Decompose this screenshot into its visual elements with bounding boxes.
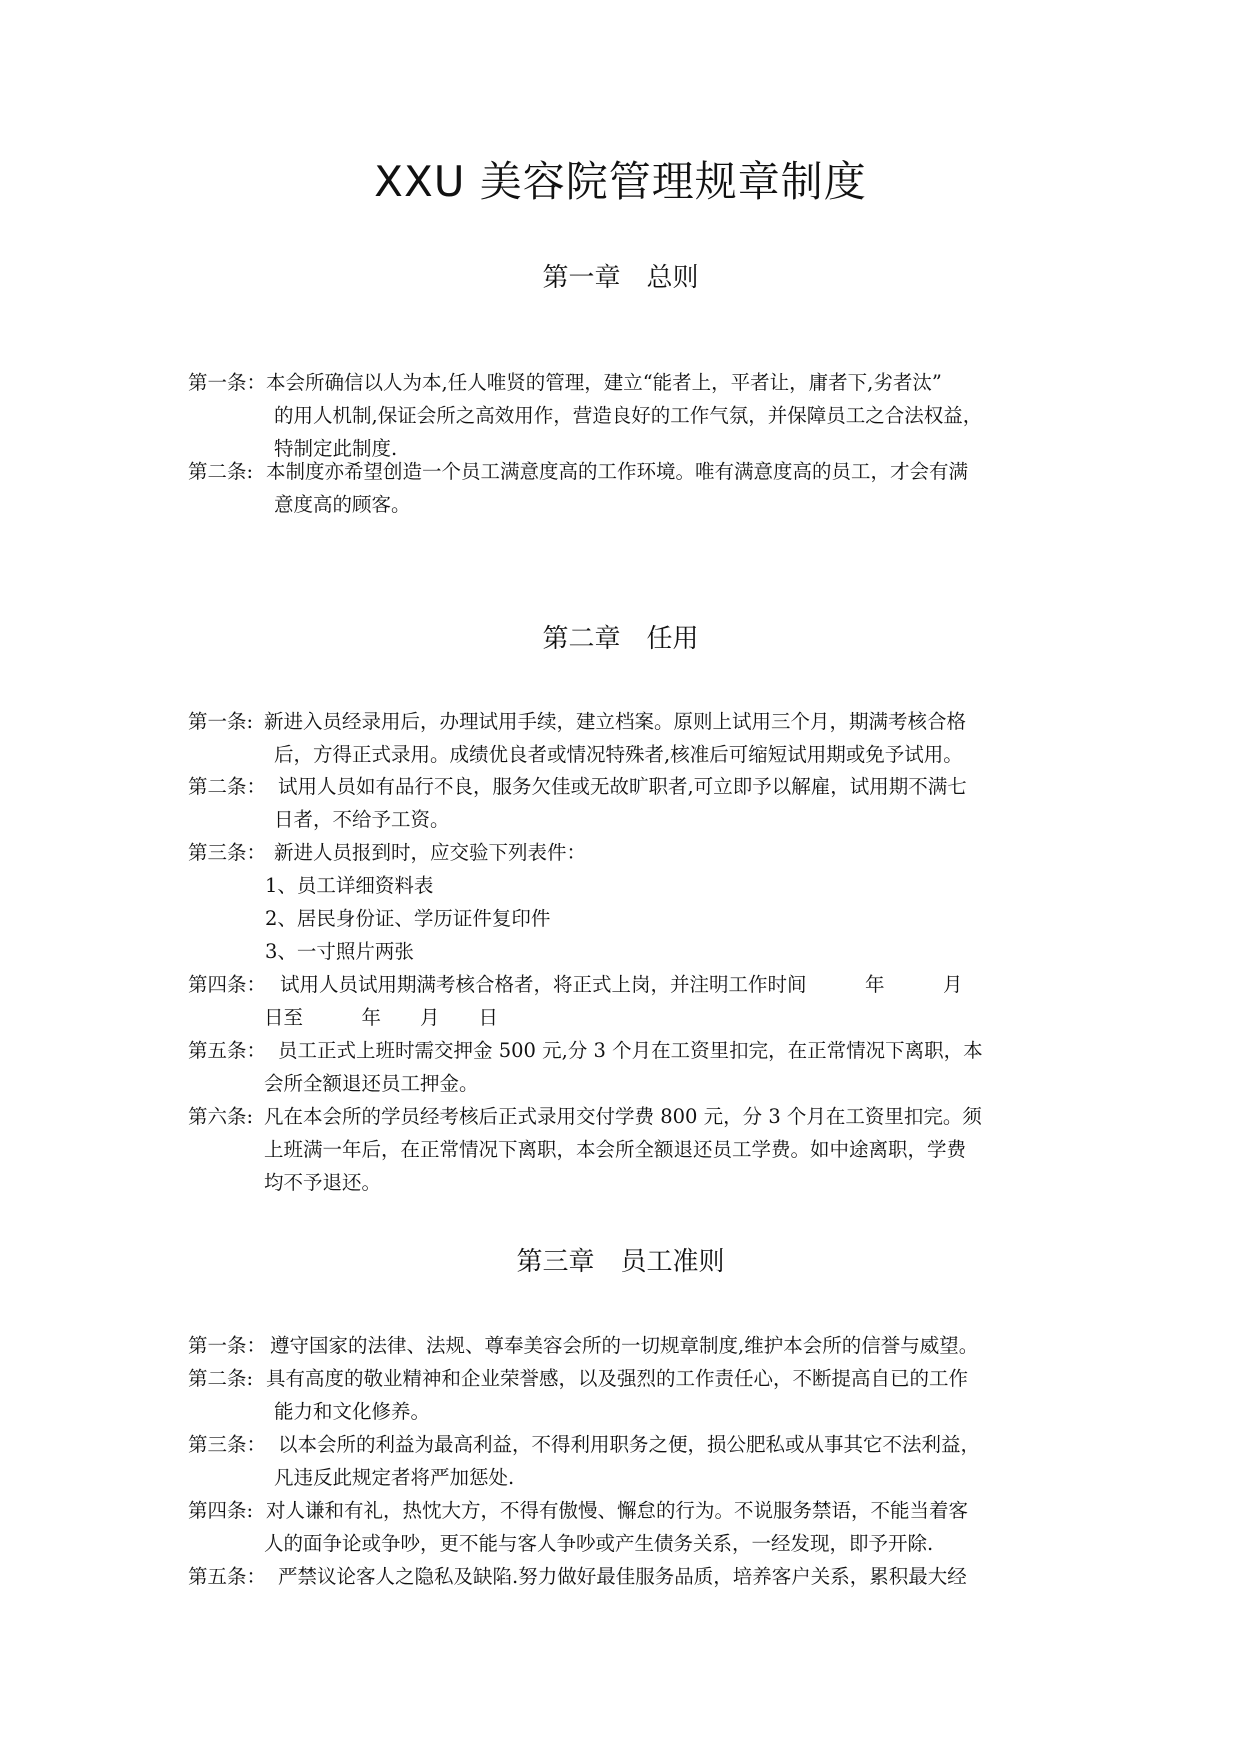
document-title: XXU 美容院管理规章制度 [374, 157, 867, 206]
chapter-1-article-2 [188, 455, 1060, 521]
chapter-2-article-4 [188, 968, 1060, 1034]
article-line: 遵守国家的法律、法规、尊奉美容会所的一切规章制度,维护本会所的信誉与威望。 [270, 1334, 979, 1357]
article-line: 本制度亦希望创造一个员工满意度高的工作环境。唯有满意度高的员工，才会有满 [266, 460, 969, 483]
chapter-1-heading: 第一章 总则 [542, 263, 699, 293]
article-label: 第一条: [188, 710, 254, 733]
article-line: 凡在本会所的学员经考核后正式录用交付学费 800 元，分 3 个月在工资里扣完。须 [264, 1105, 982, 1128]
article-line: 后，方得正式录用。成绩优良者或情况特殊者,核准后可缩短试用期或免予试用。 [274, 743, 963, 766]
article-line: 日至 年 月 日 [264, 1006, 499, 1029]
required-document-item: 1、员工详细资料表 [265, 874, 434, 897]
chapter-2-article-6 [188, 1100, 1060, 1199]
chapter-3-article-3 [188, 1428, 1060, 1494]
article-line: 特制定此制度. [274, 437, 398, 460]
chapter-2-article-5 [188, 1034, 1060, 1100]
chapter-2-article-1 [188, 705, 1060, 771]
chapter-3-article-5 [188, 1560, 1060, 1593]
article-label: 第五条： [188, 1039, 267, 1062]
article-line: 严禁议论客人之隐私及缺陷.努力做好最佳服务品质，培养客户关系，累积最大经 [278, 1565, 967, 1588]
article-label: 第六条: [188, 1105, 254, 1128]
chapter-2-article-3 [188, 836, 1060, 869]
article-line: 新进人员报到时，应交验下列表件： [274, 841, 587, 864]
article-line: 均不予退还。 [264, 1171, 382, 1194]
article-line: 对人谦和有礼，热忱大方，不得有傲慢、懈怠的行为。不说服务禁语，不能当着客 [266, 1499, 969, 1522]
article-line: 日者，不给予工资。 [274, 808, 450, 831]
article-label: 第一条： [188, 371, 267, 394]
article-line: 意度高的顾客。 [274, 493, 411, 516]
article-line: 以本会所的利益为最高利益，不得利用职务之便，损公肥私或从事其它不法利益， [278, 1433, 981, 1456]
article-label: 第四条： [188, 973, 267, 996]
article-line: 试用人员如有品行不良，服务欠佳或无故旷职者,可立即予以解雇，试用期不满七 [278, 775, 967, 798]
required-document-item: 2、居民身份证、学历证件复印件 [265, 907, 551, 930]
article-label: 第一条： [188, 1334, 267, 1357]
article-label: 第二条: [188, 1367, 254, 1390]
article-label: 第五条： [188, 1565, 267, 1588]
chapter-2-article-2 [188, 770, 1060, 836]
article-line: 上班满一年后，在正常情况下离职，本会所全额退还员工学费。如中途离职，学费 [264, 1138, 967, 1161]
chapter-1-article-1 [188, 366, 1060, 465]
article-line: 具有高度的敬业精神和企业荣誉感，以及强烈的工作责任心，不断提高自已的工作 [266, 1367, 969, 1390]
chapter-3-heading: 第三章 员工准则 [516, 1247, 725, 1277]
chapter-2-heading: 第二章 任用 [542, 624, 699, 654]
article-line: 人的面争论或争吵，更不能与客人争吵或产生债务关系，一经发现，即予开除. [264, 1532, 934, 1555]
article-label: 第二条： [188, 775, 267, 798]
article-label: 第三条： [188, 841, 267, 864]
article-label: 第二条: [188, 460, 254, 483]
chapter-3-article-2 [188, 1362, 1060, 1428]
article-line: 新进入员经录用后，办理试用手续，建立档案。原则上试用三个月，期满考核合格 [264, 710, 967, 733]
chapter-3-article-4 [188, 1494, 1060, 1560]
article-line: 会所全额退还员工押金。 [264, 1072, 479, 1095]
article-line: 本会所确信以人为本,任人唯贤的管理，建立“能者上，平者让，庸者下,劣者汰” [266, 371, 942, 394]
article-label: 第三条： [188, 1433, 267, 1456]
article-line: 凡违反此规定者将严加惩处. [274, 1466, 515, 1489]
article-label: 第四条: [188, 1499, 254, 1522]
article-line: 的用人机制,保证会所之高效用作，营造良好的工作气氛，并保障员工之合法权益， [274, 404, 983, 427]
chapter-3-article-1 [188, 1329, 1060, 1362]
article-line: 员工正式上班时需交押金 500 元,分 3 个月在工资里扣完，在正常情况下离职，本 [278, 1039, 983, 1062]
required-document-item: 3、一寸照片两张 [265, 940, 414, 963]
article-line: 试用人员试用期满考核合格者，将正式上岗，并注明工作时间 年 月 [280, 973, 963, 996]
article-line: 能力和文化修养。 [274, 1400, 431, 1423]
